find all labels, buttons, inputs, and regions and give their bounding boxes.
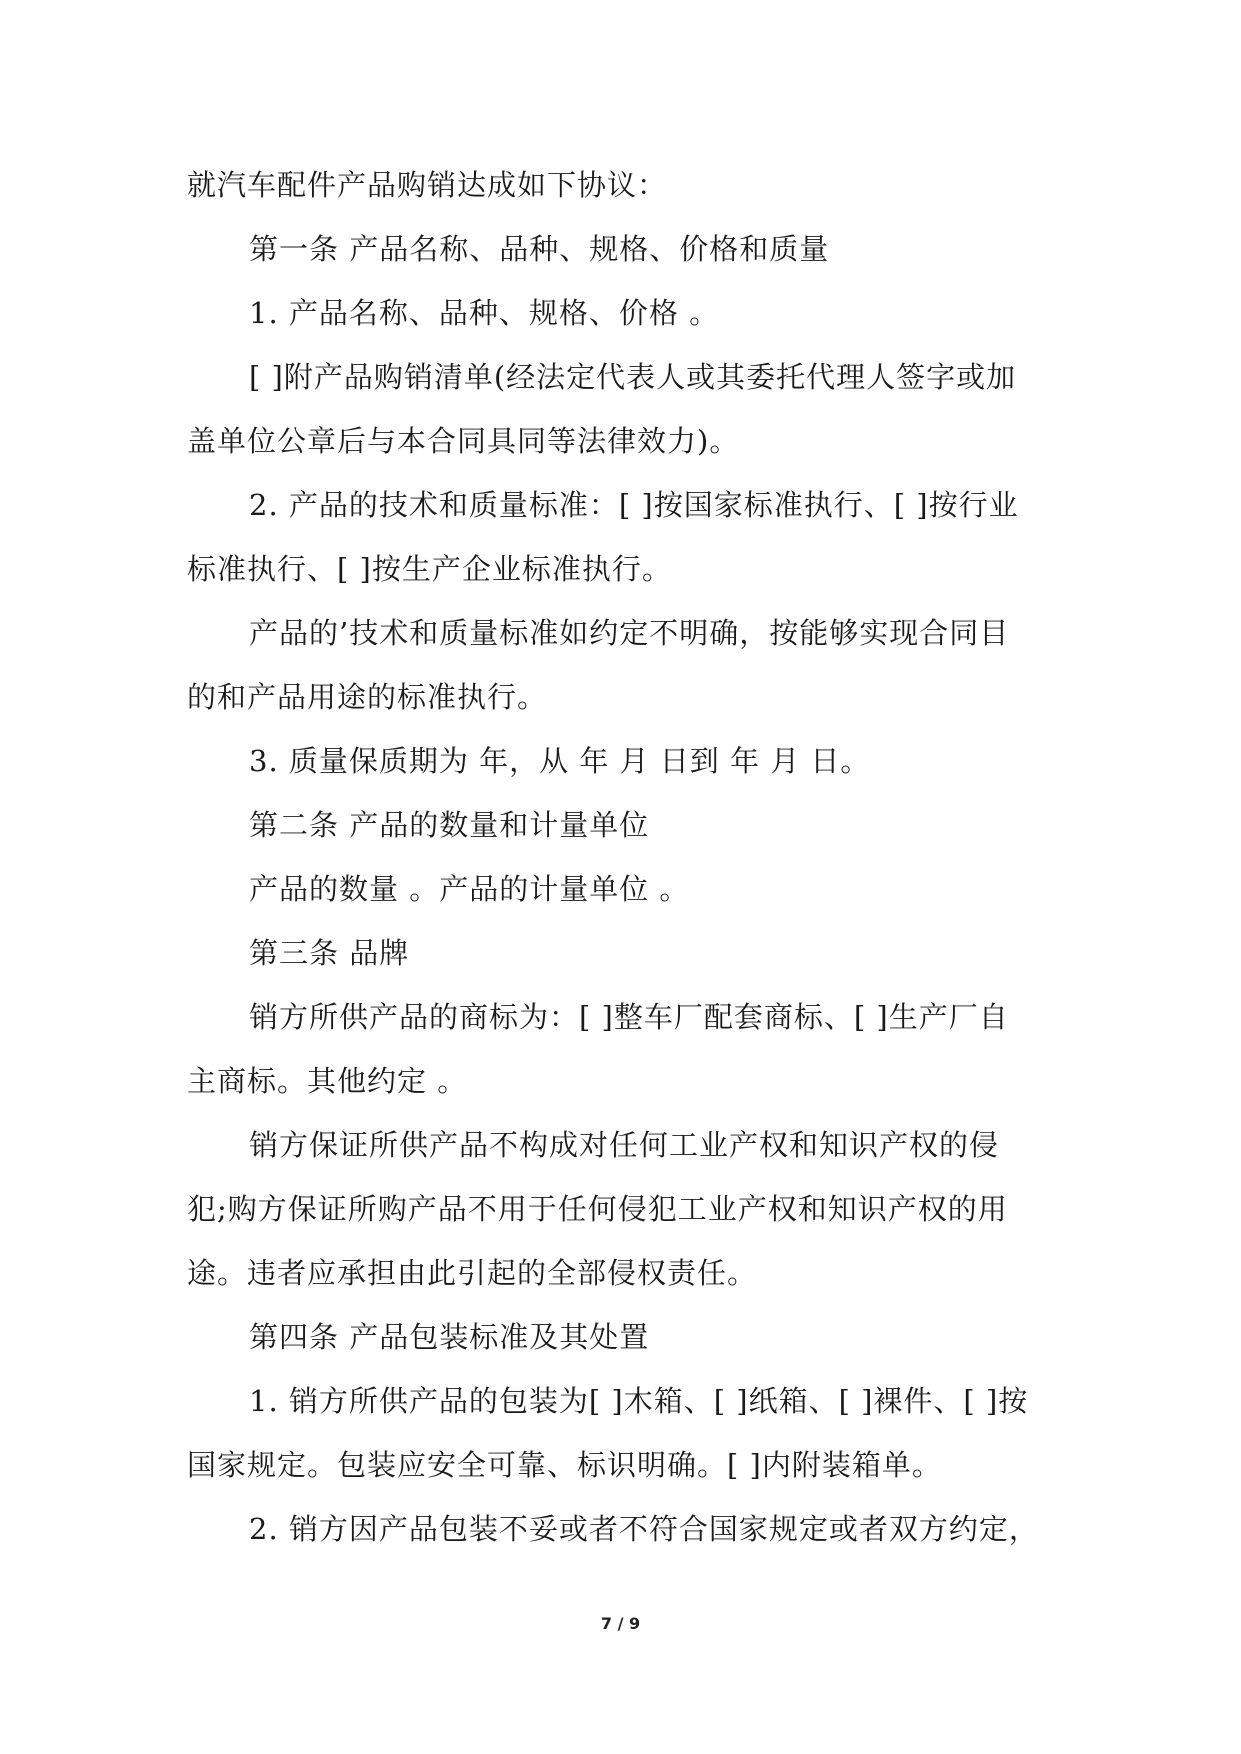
body-line: 2. 销方因产品包装不妥或者不符合国家规定或者双方约定， [249,1512,1039,1546]
body-line: 2. 产品的技术和质量标准：[ ]按国家标准执行、[ ]按行业 [249,488,1019,522]
article-heading: 第三条 品牌 [249,936,410,970]
body-line: 盖单位公章后与本合同具同等法律效力)。 [187,424,740,458]
body-line: 1. 产品名称、品种、规格、价格 。 [249,296,720,330]
body-line: 主商标。其他约定 。 [187,1064,468,1098]
body-line: 1. 销方所供产品的包装为[ ]木箱、[ ]纸箱、[ ]裸件、[ ]按 [249,1384,1029,1418]
body-line: 的和产品用途的标准执行。 [187,680,548,714]
body-line: 国家规定。包装应安全可靠、标识明确。[ ]内附装箱单。 [187,1448,942,1482]
article-heading: 第二条 产品的数量和计量单位 [249,808,650,842]
body-line: 产品的数量 。产品的计量单位 。 [249,872,690,906]
body-line: 销方所供产品的商标为：[ ]整车厂配套商标、[ ]生产厂自 [249,1000,1009,1034]
body-line: 犯;购方保证所购产品不用于任何侵犯工业产权和知识产权的用 [187,1192,1008,1226]
body-line: 销方保证所供产品不构成对任何工业产权和知识产权的侵 [249,1128,1000,1162]
body-line: 就汽车配件产品购销达成如下协议： [187,168,668,202]
body-line: 3. 质量保质期为 年，从 年 月 日到 年 月 日。 [249,744,871,778]
body-line: 标准执行、[ ]按生产企业标准执行。 [187,552,672,586]
body-line: 途。违者应承担由此引起的全部侵权责任。 [187,1256,758,1290]
body-line: [ ]附产品购销清单(经法定代表人或其委托代理人签字或加 [249,360,1017,394]
article-heading: 第四条 产品包装标准及其处置 [249,1320,650,1354]
body-line: 产品的’技术和质量标准如约定不明确，按能够实现合同目 [249,616,1010,650]
article-heading: 第一条 产品名称、品种、规格、价格和质量 [249,232,830,266]
page-number: 7 / 9 [600,1614,641,1633]
